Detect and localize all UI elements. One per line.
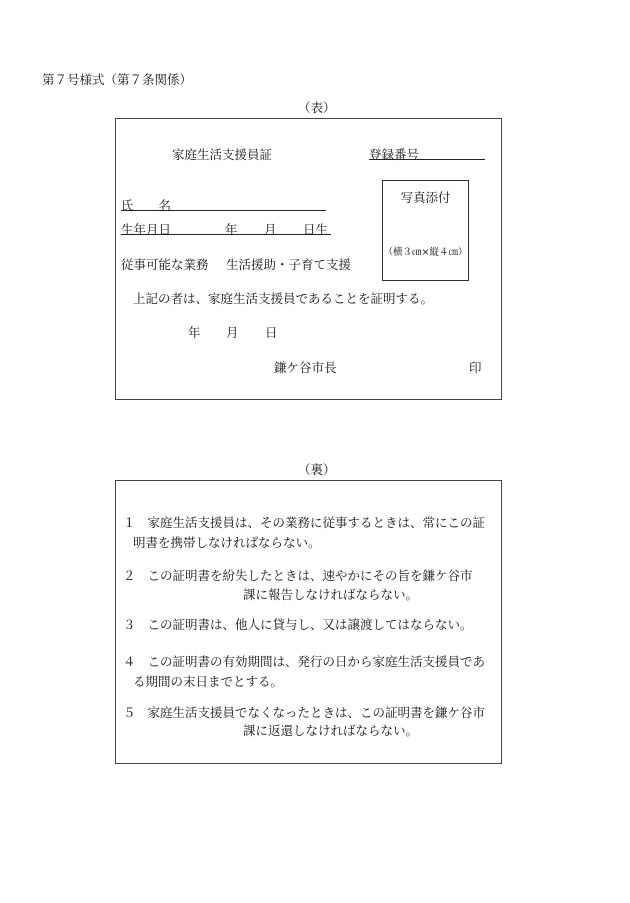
form-title: 第７号様式（第７条関係） — [42, 72, 193, 87]
issue-day-label: 日 — [265, 325, 278, 340]
item-text-line1: この証明書は、他人に貸与し、又は譲渡してはならない。 — [147, 617, 473, 632]
seal-mark: 印 — [469, 360, 482, 375]
registration-number-line — [369, 159, 485, 160]
item-text-line1: 家庭生活支援員でなくなったときは、この証明書を鎌ケ谷市 — [147, 705, 486, 720]
item-text-line1: この証明書の有効期間は、発行の日から家庭生活支援員であ — [147, 654, 486, 669]
item-text-line2: る期間の末日までとする。 — [133, 674, 284, 689]
list-item — [123, 614, 501, 635]
item-number: ４ — [123, 654, 136, 669]
birth-date-label: 生年月日 — [121, 222, 172, 237]
registration-number-label: 登録番号 — [369, 147, 420, 162]
birth-month-label: 月 — [264, 222, 277, 237]
photo-size-note: （横３㎝×縦４㎝） — [383, 247, 468, 258]
issue-month-label: 月 — [226, 325, 239, 340]
issue-year-label: 年 — [188, 325, 201, 340]
list-item — [123, 512, 501, 533]
list-item — [123, 565, 501, 586]
card-title: 家庭生活支援員証 — [172, 147, 273, 162]
front-side-label: （表） — [298, 100, 336, 115]
item-text-line2: 明書を携帯しなければならない。 — [133, 535, 321, 550]
item-number: ３ — [123, 617, 136, 632]
birth-year-label: 年 — [225, 222, 238, 237]
item-text-line2: 課に報告しなければならない。 — [243, 587, 419, 602]
item-text-line2: 課に返還しなければならない。 — [243, 723, 419, 738]
name-line — [121, 210, 326, 211]
item-text-line1: 家庭生活支援員は、その業務に従事するときは、常にこの証 — [147, 515, 486, 530]
item-number: ２ — [123, 568, 136, 583]
photo-label: 写真添付 — [400, 190, 451, 205]
birth-date-line — [121, 234, 331, 235]
birth-day-label: 日生 — [303, 222, 329, 237]
duty-label: 従事可能な業務 — [121, 257, 209, 272]
item-number: １ — [123, 515, 136, 530]
item-text-line1: この証明書を紛失したときは、速やかにその旨を鎌ケ谷市 — [147, 568, 473, 583]
name-label: 氏 名 — [121, 198, 172, 213]
issuer-name: 鎌ケ谷市長 — [274, 360, 337, 375]
duty-value: 生活援助・子育て支援 — [226, 257, 352, 272]
item-number: ５ — [123, 705, 136, 720]
certification-statement: 上記の者は、家庭生活支援員であることを証明する。 — [133, 291, 434, 306]
list-item — [123, 651, 501, 672]
back-side-label: （裏） — [298, 462, 336, 477]
list-item — [123, 702, 501, 723]
